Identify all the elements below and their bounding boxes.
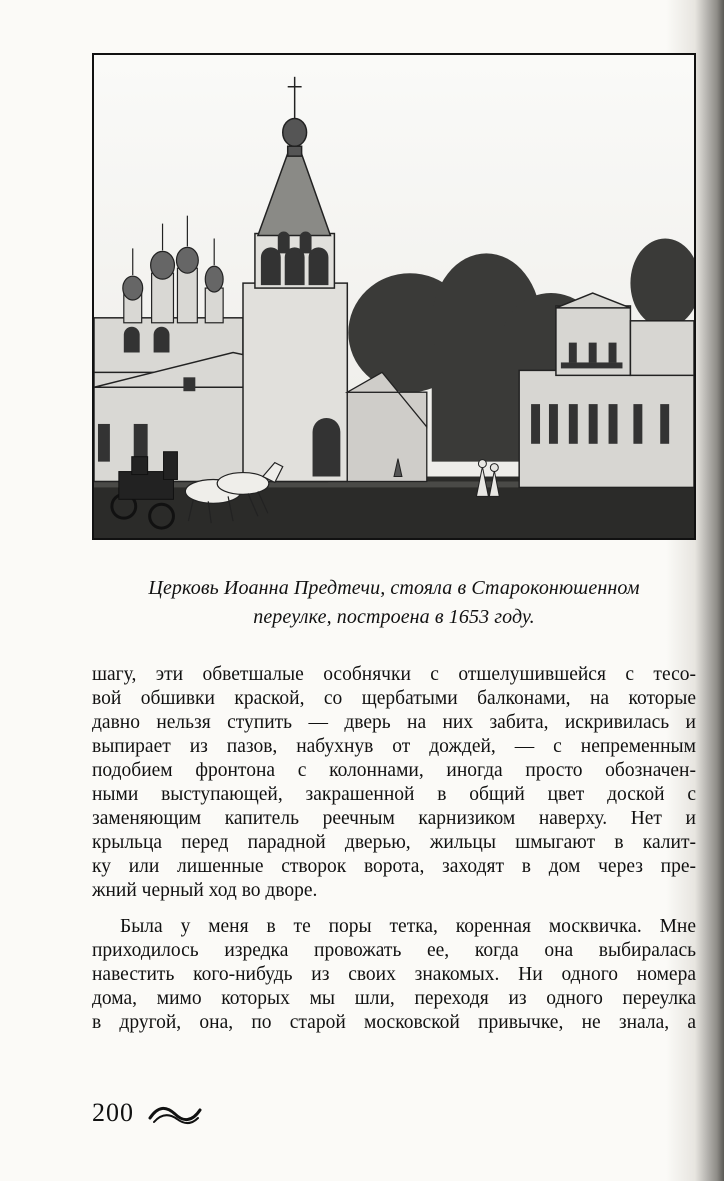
- church-engraving-image: [94, 55, 694, 538]
- text-line: в другой, она, по старой московской привычке, не знала, а: [92, 1012, 696, 1033]
- text-line: заменяющим капитель реечным карнизиком наверху. Нет и: [92, 808, 696, 829]
- text-line: приходилось изредка провожать ее, когда она выбиралась: [92, 940, 696, 961]
- text-line: ку или лишенные створок ворота, заходят в дом через пре-: [92, 856, 696, 877]
- text-line: шагу, эти обветшалые особнячки с отшелушившейся с тесо-: [92, 664, 696, 685]
- text-line: крыльца перед парадной дверью, жильцы шмыгают в калит-: [92, 832, 696, 853]
- text-line: Была у меня в те поры тетка, коренная москвичка. Мне: [120, 916, 696, 937]
- figure-caption: [92, 574, 696, 632]
- text-line: жний черный ход во дворе.: [92, 880, 318, 901]
- body-text: [92, 663, 696, 1035]
- text-line: подобием фронтона с колоннами, иногда просто обозначен-: [92, 760, 696, 781]
- text-line: вой обшивки краской, со щербатыми балконами, на которые: [92, 688, 696, 709]
- tilde-ornament-icon: [148, 1104, 202, 1126]
- caption-line-2: переулке, построена в 1653 году.: [253, 606, 535, 628]
- church-illustration: [92, 53, 696, 540]
- page-number: 200: [92, 1098, 134, 1127]
- text-line: ными выступающей, закрашенной в общий цвет доской с: [92, 784, 696, 805]
- text-line: выпирает из пазов, набухнув от дождей, — с непременным: [92, 736, 696, 757]
- text-line: дома, мимо которых мы шли, переходя из одного переулка: [92, 988, 696, 1009]
- paragraph-gap: [92, 903, 696, 915]
- text-line: давно нельзя ступить — дверь на них забита, искривилась и: [92, 712, 696, 733]
- caption-line-1: Церковь Иоанна Предтечи, стояла в Староконюшенном: [148, 577, 640, 599]
- text-line: навестить кого-нибудь из своих знакомых. Ни одного номера: [92, 964, 696, 985]
